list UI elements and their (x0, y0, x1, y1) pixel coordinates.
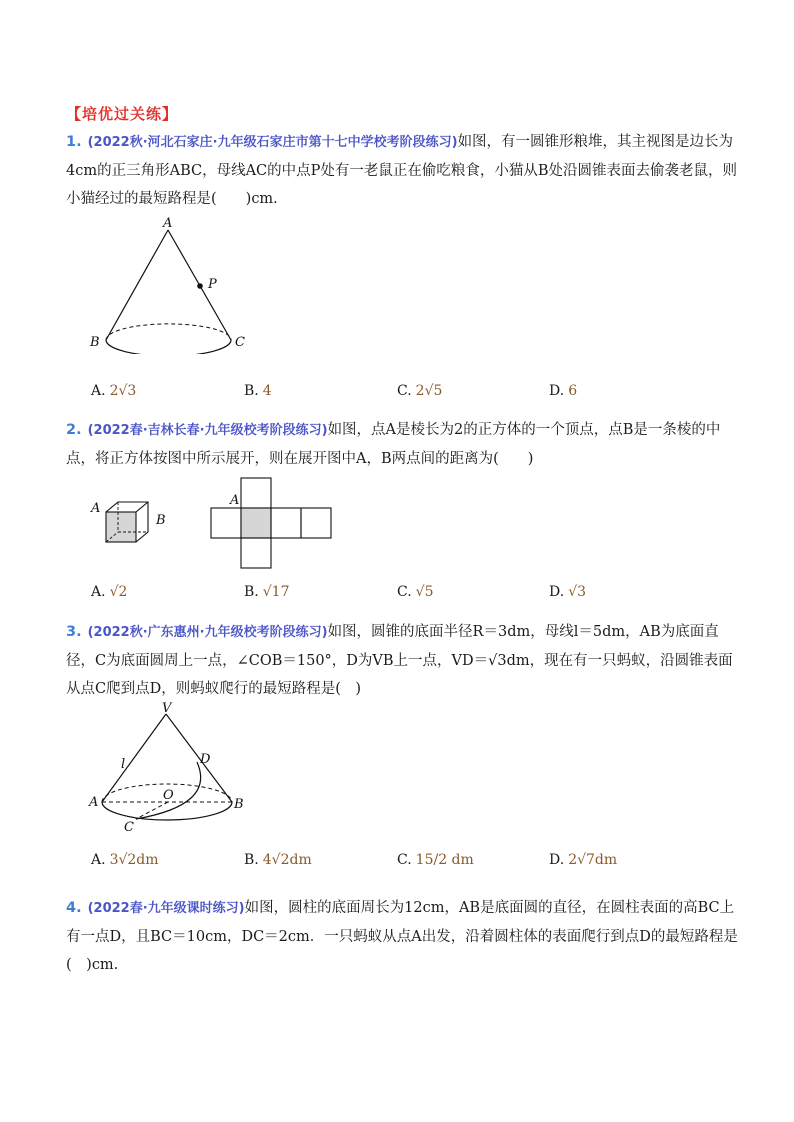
question-number: 4. (66, 900, 82, 916)
label-V: V (162, 701, 172, 716)
question-text: 如图，点A是棱长为2的正方体的一个顶点，点B是一条棱的中点，将正方体按图中所示展开，则在展开图中A，B两点间的距离为( ) (66, 422, 721, 467)
question-text: 如图，圆锥的底面半径R＝3dm，母线l＝5dm，AB为底面直径，C为底面圆周上一点，∠COB＝150°，D为VB上一点，VD＝√3dm，现在有一只蚂蚁，沿圆锥表面从点C爬到点D，则蚂蚁爬行的最短路程是( ) (66, 624, 733, 697)
question-number: 2. (66, 422, 82, 438)
label-B: B (234, 797, 244, 812)
label-D: D (200, 752, 211, 767)
question-source: (2022秋·广东惠州·九年级校考阶段练习) (87, 625, 328, 640)
question-1 (66, 128, 746, 213)
label-C: C (235, 335, 245, 350)
label-B: B (156, 513, 166, 528)
question-text: 如图，有一圆锥形粮堆，其主视图是边长为4cm的正三角形ABC，母线AC的中点P处有一老鼠正在偷吃粮食，小猫从B处沿圆锥表面去偷袭老鼠，则小猫经过的最短路程是( )cm. (66, 134, 738, 207)
figure-cube (88, 492, 178, 552)
option-c[interactable]: C. 2√5 (397, 383, 443, 399)
option-c[interactable]: C. √5 (397, 584, 434, 600)
option-a[interactable]: A. 3√2dm (91, 852, 159, 868)
option-b[interactable]: B. 4√2dm (244, 852, 312, 868)
question-4 (66, 894, 746, 979)
label-C: C (124, 820, 134, 835)
section-title: 【培优过关练】 (66, 105, 179, 123)
label-A: A (230, 493, 240, 508)
question-source: (2022秋·河北石家庄·九年级石家庄市第十七中学校考阶段练习) (87, 135, 458, 150)
question-3 (66, 618, 746, 703)
option-a[interactable]: A. 2√3 (91, 383, 137, 399)
figure-cone-1 (86, 214, 256, 354)
figure-cone-3 (86, 700, 246, 835)
question-number: 3. (66, 624, 82, 640)
question-source: (2022春·九年级课时练习) (87, 901, 245, 916)
question-text: 如图，圆柱的底面周长为12cm，AB是底面圆的直径，在圆柱表面的高BC上有一点D，且BC＝10cm，DC＝2cm．一只蚂蚁从点A出发，沿着圆柱体的表面爬行到点D的最短路程是( )cm. (66, 900, 738, 973)
question-2 (66, 416, 746, 473)
question-source: (2022春·吉林长春·九年级校考阶段练习) (87, 423, 328, 438)
option-b[interactable]: B. √17 (244, 584, 290, 600)
option-a[interactable]: A. √2 (91, 584, 128, 600)
label-B: B (90, 335, 100, 350)
label-A: A (89, 795, 99, 810)
label-l: l (121, 757, 126, 772)
label-P: P (208, 277, 217, 292)
label-O: O (163, 788, 174, 803)
figure-cube-net (206, 474, 338, 574)
label-A: A (91, 501, 101, 516)
question-number: 1. (66, 134, 82, 150)
option-d[interactable]: D. 2√7dm (549, 852, 618, 868)
option-b[interactable]: B. 4 (244, 383, 272, 399)
option-d[interactable]: D. √3 (549, 584, 587, 600)
option-c[interactable]: C. 15/2 dm (397, 852, 474, 868)
label-A: A (163, 216, 173, 231)
option-d[interactable]: D. 6 (549, 383, 578, 399)
